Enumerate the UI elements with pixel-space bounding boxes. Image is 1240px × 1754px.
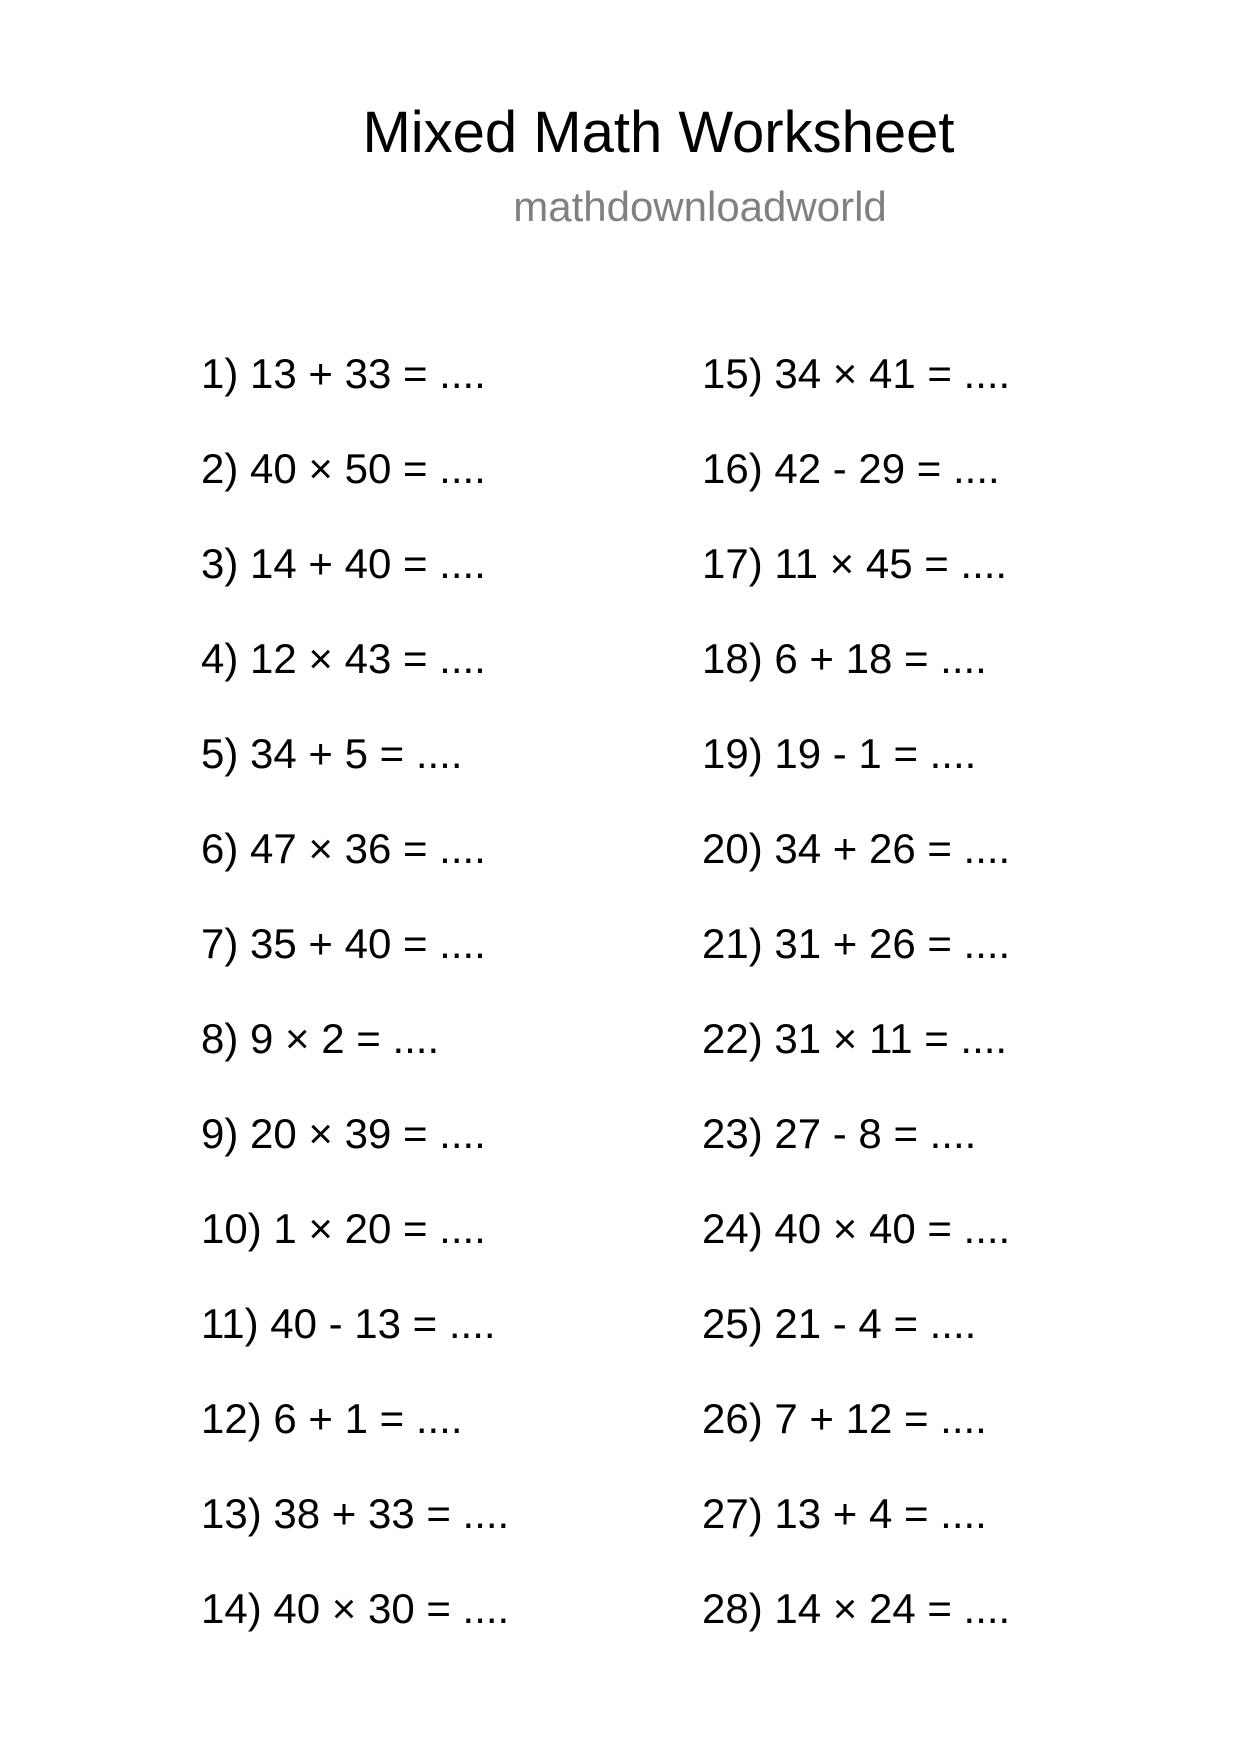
worksheet-subtitle: mathdownloadworld <box>513 183 887 230</box>
problem-20: 20) 34 + 26 = .... <box>702 825 1011 872</box>
problem-3: 3) 14 + 40 = .... <box>201 540 486 587</box>
problem-11: 11) 40 - 13 = .... <box>201 1300 496 1347</box>
problem-23: 23) 27 - 8 = .... <box>702 1110 977 1157</box>
problem-22: 22) 31 × 11 = .... <box>702 1015 1008 1062</box>
problem-26: 26) 7 + 12 = .... <box>702 1395 987 1442</box>
problem-14: 14) 40 × 30 = .... <box>201 1585 510 1632</box>
problem-6: 6) 47 × 36 = .... <box>201 825 486 872</box>
problem-24: 24) 40 × 40 = .... <box>702 1205 1011 1252</box>
worksheet-title: Mixed Math Worksheet <box>362 100 955 165</box>
problem-5: 5) 34 + 5 = .... <box>201 730 463 777</box>
problem-1: 1) 13 + 33 = .... <box>201 350 486 397</box>
left-problem-column <box>201 348 509 1678</box>
problem-21: 21) 31 + 26 = .... <box>702 920 1011 967</box>
problem-18: 18) 6 + 18 = .... <box>702 635 987 682</box>
problem-9: 9) 20 × 39 = .... <box>201 1110 486 1157</box>
problem-27: 27) 13 + 4 = .... <box>702 1490 987 1537</box>
problem-28: 28) 14 × 24 = .... <box>702 1585 1011 1632</box>
problem-2: 2) 40 × 50 = .... <box>201 445 486 492</box>
problem-19: 19) 19 - 1 = .... <box>702 730 977 777</box>
problem-7: 7) 35 + 40 = .... <box>201 920 486 967</box>
problem-8: 8) 9 × 2 = .... <box>201 1015 440 1062</box>
problem-10: 10) 1 × 20 = .... <box>201 1205 486 1252</box>
problem-13: 13) 38 + 33 = .... <box>201 1490 510 1537</box>
problem-16: 16) 42 - 29 = .... <box>702 445 1000 492</box>
problem-25: 25) 21 - 4 = .... <box>702 1300 977 1347</box>
problem-17: 17) 11 × 45 = .... <box>702 540 1008 587</box>
right-problem-column <box>702 348 1010 1678</box>
problem-15: 15) 34 × 41 = .... <box>702 350 1011 397</box>
problem-12: 12) 6 + 1 = .... <box>201 1395 463 1442</box>
problem-4: 4) 12 × 43 = .... <box>201 635 486 682</box>
